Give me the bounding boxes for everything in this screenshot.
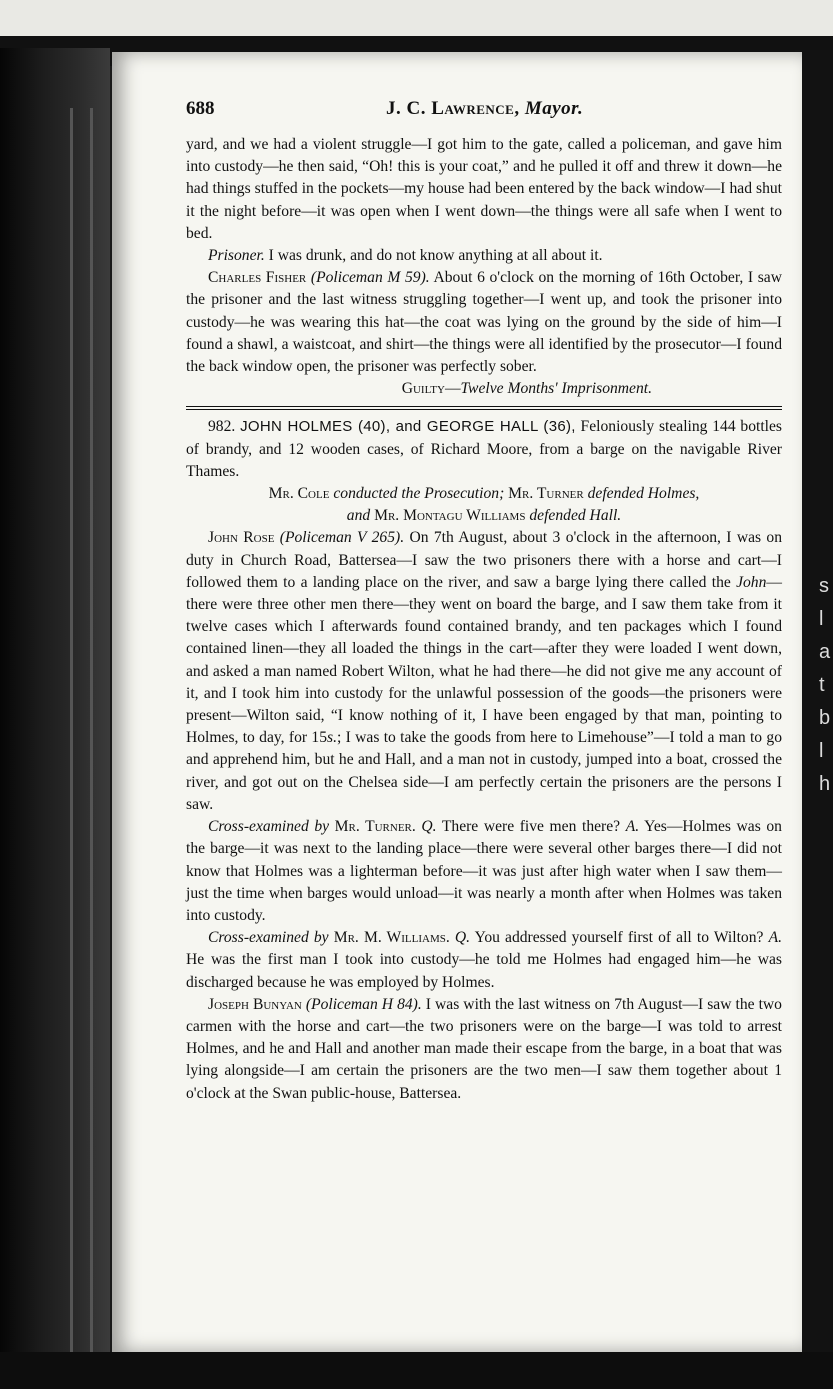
- spine-line: [70, 108, 73, 1388]
- question-text: There were five men there?: [441, 818, 621, 836]
- witness-role: (Policeman H 84).: [305, 995, 422, 1013]
- facing-page-letter: s: [819, 575, 829, 597]
- witness-paragraph: [186, 527, 782, 816]
- verdict-text: Twelve Months' Imprisonment.: [460, 380, 652, 398]
- facing-page-letter: l: [819, 740, 824, 762]
- facing-page-letter: a: [819, 641, 831, 663]
- counsel-role: defended Holmes,: [587, 485, 700, 503]
- cross-examination: [186, 816, 782, 927]
- cross-examination: [186, 927, 782, 994]
- prisoner-label: Prisoner.: [208, 247, 265, 265]
- case-charge: Feloniously stealing 144 bottles of brandy, and 12 wooden cases, of Richard Moore, from a barge on the navigable River Thames.: [186, 418, 782, 480]
- answer-label: A.: [625, 818, 640, 836]
- facing-page-letter: t: [819, 674, 825, 696]
- cross-label: Cross-examined by: [208, 929, 329, 947]
- witness-role: (Policeman M 59).: [310, 269, 430, 287]
- witness-paragraph: [186, 267, 782, 378]
- running-head: [386, 98, 583, 120]
- question-text: You addressed yourself first of all to Wilton?: [474, 929, 764, 947]
- page-content: [186, 98, 782, 1105]
- page-number: 688: [186, 98, 215, 119]
- question-label: Q.: [421, 818, 437, 836]
- page-header: [186, 98, 782, 128]
- currency-unit: s.: [327, 729, 337, 747]
- verdict-label: Guilty—: [401, 380, 461, 398]
- barge-name: John: [736, 573, 767, 591]
- scan-background-bottom: [0, 1352, 833, 1389]
- book-spine: [0, 48, 110, 1368]
- cross-label: Cross-examined by: [208, 818, 330, 836]
- witness-text: About 6 o'clock on the morning of 16th October, I saw the prisoner and the last witness struggling together—I went up, and took the prisoner into custody—he was wearing this hat—the coat was lying on the ground by the side of him—I found a shawl, a waistcoat, and shirt—the things were all identified by the prosecutor—I found the back window open, the prisoner was perfectly sober.: [186, 269, 782, 376]
- answer-text: Yes—Holmes was on the barge—it was next to the landing place—there were several other barges there—I did not know that Holmes was a lighterman before—it was just after high water when I saw them—just the time when barges would unload—it was nearly a month after when Holmes was taken into custody.: [186, 818, 782, 924]
- running-head-name: J. C. Lawrence,: [386, 98, 520, 119]
- witness-text: I was with the last witness on 7th August—I saw the two carmen with the horse and cart—the two prisoners were on the barge—I was told to arrest Holmes, and he and Hall and another man made their escape from the barge, in a boat that was lying alongside—I am certain the prisoners are the two men—I saw them together about 1 o'clock at the Swan public-house, Battersea.: [186, 995, 782, 1102]
- witness-role: (Policeman V 265).: [279, 529, 405, 547]
- witness-name: Charles Fisher: [208, 269, 307, 287]
- question-label: Q.: [454, 929, 471, 947]
- counsel-name: Mr. Turner: [508, 485, 584, 503]
- witness-name: John Rose: [208, 529, 275, 547]
- spine-line: [90, 108, 93, 1388]
- paragraph: yard, and we had a violent struggle—I got him to the gate, called a policeman, and gave him into custody—he then said, “Oh! this is your coat,” and he pulled it off and threw it down—he had things stuffed in the pockets—my house had been entered by the back window—I had shut it the night before—it was open when I went down—the things were all safe when I went to bed.: [186, 136, 782, 242]
- case-defendants: JOHN HOLMES (40), and GEORGE HALL (36),: [240, 418, 576, 436]
- verdict: [186, 378, 782, 400]
- witness-name: Joseph Bunyan: [208, 995, 302, 1013]
- counsel-line: [186, 483, 782, 527]
- witness-text: On 7th August, about 3 o'clock in the afternoon, I was on duty in Church Road, Battersea—I saw the two prisoners there with a horse and cart—I followed them to a landing place on the river, and saw a barge lying there called the: [186, 529, 783, 591]
- prisoner-text: I was drunk, and do not know anything at all about it.: [268, 247, 603, 265]
- book-page: [112, 52, 802, 1352]
- cross-counsel: Mr. M. Williams.: [333, 929, 450, 947]
- case-number: 982.: [208, 418, 236, 436]
- prisoner-statement: [186, 245, 782, 267]
- answer-label: A.: [768, 929, 783, 947]
- case-divider: [186, 406, 782, 410]
- counsel-role: conducted the Prosecution;: [333, 485, 505, 503]
- facing-page-letters: [819, 570, 829, 801]
- facing-page-letter: b: [819, 707, 831, 729]
- facing-page-letter: h: [819, 773, 831, 795]
- counsel-name: Mr. Montagu Williams: [374, 507, 526, 525]
- counsel-conjunction: and: [346, 507, 371, 525]
- case-heading: [186, 416, 782, 483]
- counsel-role: defended Hall.: [529, 507, 622, 525]
- answer-text: He was the first man I took into custody—he told me Holmes had engaged him—he was discharged because he was employed by Holmes.: [186, 951, 782, 991]
- cross-counsel: Mr. Turner.: [334, 818, 416, 836]
- witness-text: —there were three other men there—they went on board the barge, and I saw them take from it twelve cases which I afterwards found contained brandy, and ten packages which I found contained linen—they all loaded the things in the cart—after they were loaded I went down, and asked a man named Robert Wilton, what he had there—he did not give me any account of it, and I took him into custody for the unlawful possession of the goods—the prisoners were present—Wilton said, “I know nothing of it, I have been engaged by that man, pointing to Holmes, to day, for 15: [186, 573, 782, 747]
- facing-page-letter: l: [819, 608, 824, 630]
- witness-text: ; I was to take the goods from here to Limehouse”—I told a man to go and apprehend him, but he and Hall, and a man not in custody, jumped into a boat, crossed the river, and got out on the Chelsea side—I am perfectly certain the prisoners are the persons I saw.: [186, 729, 782, 813]
- witness-paragraph: [186, 994, 782, 1105]
- running-head-title: Mayor.: [524, 98, 584, 119]
- counsel-name: Mr. Cole: [268, 485, 330, 503]
